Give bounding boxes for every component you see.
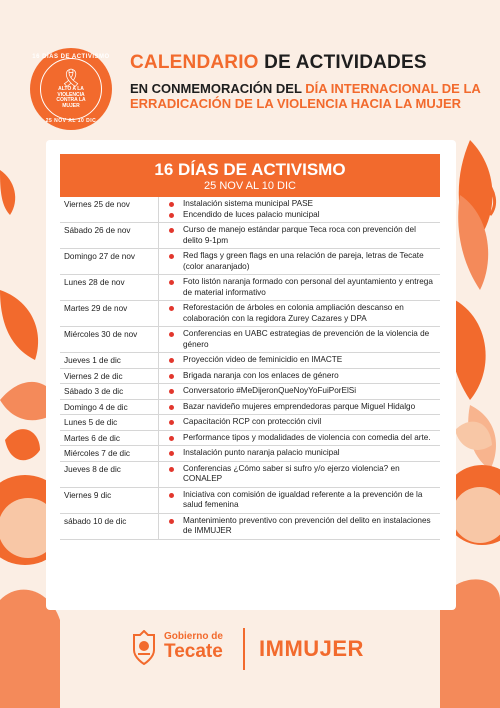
activity-text: Instalación punto naranja palacio municipal: [183, 448, 340, 457]
activity-item: [159, 329, 436, 350]
row-activities: [159, 249, 440, 274]
table-row: [60, 223, 440, 249]
table-row: [60, 488, 440, 514]
table-subtitle: 25 NOV AL 10 DIC: [204, 180, 296, 192]
table-row: [60, 415, 440, 431]
table-row: [60, 275, 440, 301]
row-day: Domingo 27 de nov: [60, 249, 159, 274]
bullet-icon: [159, 516, 183, 537]
bullet-icon: [159, 433, 183, 444]
activity-item: [159, 277, 436, 298]
activity-item: [159, 303, 436, 324]
row-activities: [159, 197, 440, 222]
bullet-icon: [159, 303, 183, 324]
activity-text: Capacitación RCP con protección civil: [183, 417, 322, 426]
row-activities: [159, 384, 440, 399]
table-row: [60, 400, 440, 416]
row-activities: [159, 223, 440, 248]
bullet-icon: [159, 386, 183, 397]
table-row: [60, 462, 440, 488]
row-activities: [159, 446, 440, 461]
bullet-icon: [159, 251, 183, 272]
bullet-icon: [159, 329, 183, 350]
activity-text: Performance tipos y modalidades de violencia con comedia del arte.: [183, 432, 431, 442]
bullet-icon: [159, 199, 183, 210]
bullet-icon: [159, 210, 183, 221]
activity-text: Instalación sistema municipal PASE: [183, 199, 313, 208]
ribbon-icon: 🎗: [59, 68, 83, 88]
activity-item: [159, 355, 436, 366]
activism-badge: [30, 48, 112, 130]
activity-text: Bazar navideño mujeres emprendedoras parque Miguel Hidalgo: [183, 401, 416, 411]
activity-text: Iniciativa con comisión de igualdad referente a la prevención de la salud femenina: [183, 489, 423, 509]
row-activities: [159, 415, 440, 430]
title-part-2: DE ACTIVIDADES: [264, 52, 427, 73]
bullet-icon: [159, 371, 183, 382]
activity-text: Red flags y green flags en una relación de pareja, letras de Tecate (color anaranjado): [183, 251, 424, 271]
table-row: [60, 446, 440, 462]
badge-middle-text: ALTO A LA VIOLENCIA CONTRA LA MUJER: [56, 86, 86, 109]
activity-item: [159, 199, 436, 210]
activity-item: [159, 417, 436, 428]
row-day: Domingo 4 de dic: [60, 400, 159, 415]
bullet-icon: [159, 225, 183, 246]
activity-item: [159, 402, 436, 413]
activity-text: Curso de manejo estándar parque Teca roca con prevención del delito 9-1pm: [183, 225, 416, 245]
activity-item: [159, 386, 436, 397]
activity-item: [159, 371, 436, 382]
table-body: [60, 197, 440, 540]
footer-divider: [243, 628, 245, 670]
activity-text: Encendido de luces palacio municipal: [183, 209, 320, 219]
row-activities: [159, 369, 440, 384]
row-day: Jueves 8 de dic: [60, 462, 159, 487]
row-day: Jueves 1 de dic: [60, 353, 159, 368]
activity-text: Proyección video de feminicidio en IMACTE: [183, 355, 343, 364]
row-activities: [159, 400, 440, 415]
bullet-icon: [159, 402, 183, 413]
activity-item: [159, 464, 436, 485]
table-title: 16 DÍAS DE ACTIVISMO: [154, 160, 346, 179]
row-activities: [159, 431, 440, 446]
activity-item: [159, 210, 436, 221]
table-row: [60, 369, 440, 385]
activity-text: Conferencias ¿Cómo saber si sufro y/o ejerzo violencia? en CONALEP: [183, 463, 400, 483]
page-subtitle: [130, 82, 490, 112]
table-row: [60, 249, 440, 275]
subtitle-part-1: EN CONMEMORACIÓN DEL: [130, 81, 302, 96]
activity-item: [159, 251, 436, 272]
table-header: [60, 154, 440, 197]
badge-top-text: 16 DÍAS DE ACTIVISMO: [32, 54, 110, 60]
bullet-icon: [159, 490, 183, 511]
subtitle-part-2: DÍA INTERNACIONAL DE LA ERRADICACIÓN DE LA VIOLENCIA HACIA LA MUJER: [130, 81, 481, 111]
activity-text: Mantenimiento preventivo con prevención del delito en instalaciones de IMMUJER: [183, 515, 431, 535]
table-row: [60, 431, 440, 447]
row-activities: [159, 327, 440, 352]
row-day: Martes 6 de dic: [60, 431, 159, 446]
row-day: Viernes 2 de dic: [60, 369, 159, 384]
activity-text: Reforestación de árboles en colonia ampliación descanso en colaboración con la regidora Zurey Cazares y DPA: [183, 303, 404, 323]
table-row: [60, 353, 440, 369]
row-activities: [159, 353, 440, 368]
row-activities: [159, 275, 440, 300]
activity-text: Brigada naranja con los enlaces de género: [183, 370, 339, 380]
activity-item: [159, 433, 436, 444]
bullet-icon: [159, 448, 183, 459]
title-part-1: CALENDARIO: [130, 52, 259, 73]
row-day: Lunes 28 de nov: [60, 275, 159, 300]
activity-text: Foto listón naranja formado con personal del ayuntamiento y entrega de material informativo: [183, 277, 433, 297]
bullet-icon: [159, 464, 183, 485]
activity-text: Conferencias en UABC estrategias de prevención de la violencia de género: [183, 329, 430, 349]
activity-item: [159, 225, 436, 246]
table-row: [60, 197, 440, 223]
activity-item: [159, 516, 436, 537]
gobierno-tecate-logo: [164, 632, 223, 661]
row-activities: [159, 301, 440, 326]
row-activities: [159, 462, 440, 487]
row-day: Miércoles 30 de nov: [60, 327, 159, 352]
row-activities: [159, 514, 440, 539]
table-row: [60, 514, 440, 540]
badge-bottom-text: 25 NOV AL 10 DIC: [45, 118, 97, 124]
row-day: Miércoles 7 de dic: [60, 446, 159, 461]
tecate-label: Tecate: [164, 641, 223, 662]
row-day: Viernes 9 dic: [60, 488, 159, 513]
row-day: Viernes 25 de nov: [60, 197, 159, 222]
activity-item: [159, 448, 436, 459]
row-day: Lunes 5 de dic: [60, 415, 159, 430]
tecate-crest-icon: [130, 630, 158, 666]
page-title: [130, 52, 490, 74]
table-row: [60, 384, 440, 400]
row-day: Sábado 26 de nov: [60, 223, 159, 248]
table-row: [60, 301, 440, 327]
row-activities: [159, 488, 440, 513]
bullet-icon: [159, 417, 183, 428]
bullet-icon: [159, 355, 183, 366]
bullet-icon: [159, 277, 183, 298]
gobierno-label: Gobierno de: [164, 631, 223, 642]
table-row: [60, 327, 440, 353]
activity-item: [159, 490, 436, 511]
immujer-logo: IMMUJER: [259, 636, 364, 661]
row-day: Sábado 3 de dic: [60, 384, 159, 399]
row-day: Martes 29 de nov: [60, 301, 159, 326]
calendar-table: [60, 154, 440, 540]
activity-text: Conversatorio #MeDijeronQueNoyYoFuiPorElSi: [183, 386, 357, 395]
row-day: sábado 10 de dic: [60, 514, 159, 539]
page-title-block: [130, 52, 490, 112]
